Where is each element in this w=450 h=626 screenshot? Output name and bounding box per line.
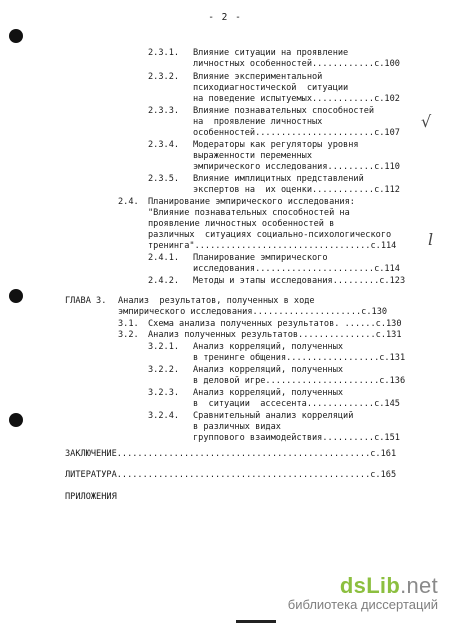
handwritten-check-mark: √ xyxy=(421,112,432,131)
toc-number: 3.2. xyxy=(118,330,139,340)
toc-line: Модераторы как регуляторы уровня xyxy=(193,140,359,150)
punch-hole xyxy=(9,29,23,43)
toc-number: 2.3.3. xyxy=(148,106,180,116)
toc-line: Планирование эмпирического xyxy=(193,253,328,263)
toc-line: Анализ корреляций, полученных xyxy=(193,388,344,398)
toc-line: Анализ результатов, полученных в ходе xyxy=(118,296,315,306)
toc-line: в тренинге общения..................с.131 xyxy=(193,353,406,363)
toc-number: 2.3.4. xyxy=(148,140,180,150)
watermark-subtitle: библиотека диссертаций xyxy=(287,597,438,612)
toc-line: ЛИТЕРАТУРА.................................................с.165 xyxy=(65,470,397,480)
toc-line: проявление личностных особенностей в xyxy=(148,219,335,229)
toc-line: ЗАКЛЮЧЕНИЕ.................................................с.161 xyxy=(65,449,397,459)
toc-line: тренинга"..................................с.114 xyxy=(148,241,397,251)
toc-line: Планирование эмпирического исследования: xyxy=(148,197,355,207)
toc-line: Методы и этапы исследования.........с.123 xyxy=(193,276,406,286)
toc-line: в ситуации ассесента.............с.145 xyxy=(193,399,400,409)
toc-line: экспертов на их оценки............с.112 xyxy=(193,185,400,195)
toc-number: 3.2.4. xyxy=(148,411,180,421)
toc-line: различных ситуациях социально-психологического xyxy=(148,230,392,240)
toc-line: Влияние имплицитных представлений xyxy=(193,174,364,184)
toc-number: 2.3.1. xyxy=(148,48,180,58)
toc-line: в деловой игре......................с.136 xyxy=(193,376,406,386)
punch-hole xyxy=(9,289,23,303)
toc-number: 2.4. xyxy=(118,197,139,207)
watermark-logo xyxy=(288,573,438,599)
toc-line: Влияние ситуации на проявление xyxy=(193,48,349,58)
toc-number: 2.3.5. xyxy=(148,174,180,184)
toc-line: Анализ полученных результатов...............с.131 xyxy=(148,330,402,340)
toc-line: эмпирического исследования.........с.110 xyxy=(193,162,400,172)
toc-line: ПРИЛОЖЕНИЯ xyxy=(65,492,117,502)
toc-number: 2.4.2. xyxy=(148,276,180,286)
toc-line: на поведение испытуемых............с.102 xyxy=(193,94,400,104)
toc-line: выраженности переменных xyxy=(193,151,312,161)
scan-artifact-rule xyxy=(236,620,276,623)
toc-number: 3.2.2. xyxy=(148,365,180,375)
toc-line: эмпирического исследования.....................с.130 xyxy=(118,307,388,317)
toc-number: 2.4.1. xyxy=(148,253,180,263)
toc-line: Анализ корреляций, полученных xyxy=(193,342,344,352)
toc-line: личностных особенностей............с.100 xyxy=(193,59,400,69)
toc-line: группового взаимодействия..........с.151 xyxy=(193,433,400,443)
page-number: - 2 - xyxy=(208,12,242,23)
toc-line: "Влияние познавательных способностей на xyxy=(148,208,350,218)
toc-line: психодиагностической ситуации xyxy=(193,83,349,93)
toc-number: 3.1. xyxy=(118,319,139,329)
toc-number: 3.2.3. xyxy=(148,388,180,398)
watermark-logo-main: dsLib xyxy=(339,573,401,598)
punch-hole xyxy=(9,413,23,427)
watermark xyxy=(288,573,438,612)
toc-line: на проявление личностных xyxy=(193,117,323,127)
toc-line: Влияние экспериментальной xyxy=(193,72,323,82)
handwritten-mark: l xyxy=(428,230,434,249)
toc-line: в различных видах xyxy=(193,422,281,432)
toc-number: 2.3.2. xyxy=(148,72,180,82)
toc-number: ГЛАВА 3. xyxy=(65,296,107,306)
watermark-logo-domain: .net xyxy=(400,573,438,598)
toc-number: 3.2.1. xyxy=(148,342,180,352)
toc-line: исследования.......................с.114 xyxy=(193,264,400,274)
toc-line: особенностей.......................с.107 xyxy=(193,128,400,138)
toc-line: Сравнительный анализ корреляций xyxy=(193,411,354,421)
toc-line: Анализ корреляций, полученных xyxy=(193,365,344,375)
toc-line: Влияние познавательных способностей xyxy=(193,106,375,116)
toc-line: Схема анализа полученных результатов. ......с.130 xyxy=(148,319,402,329)
